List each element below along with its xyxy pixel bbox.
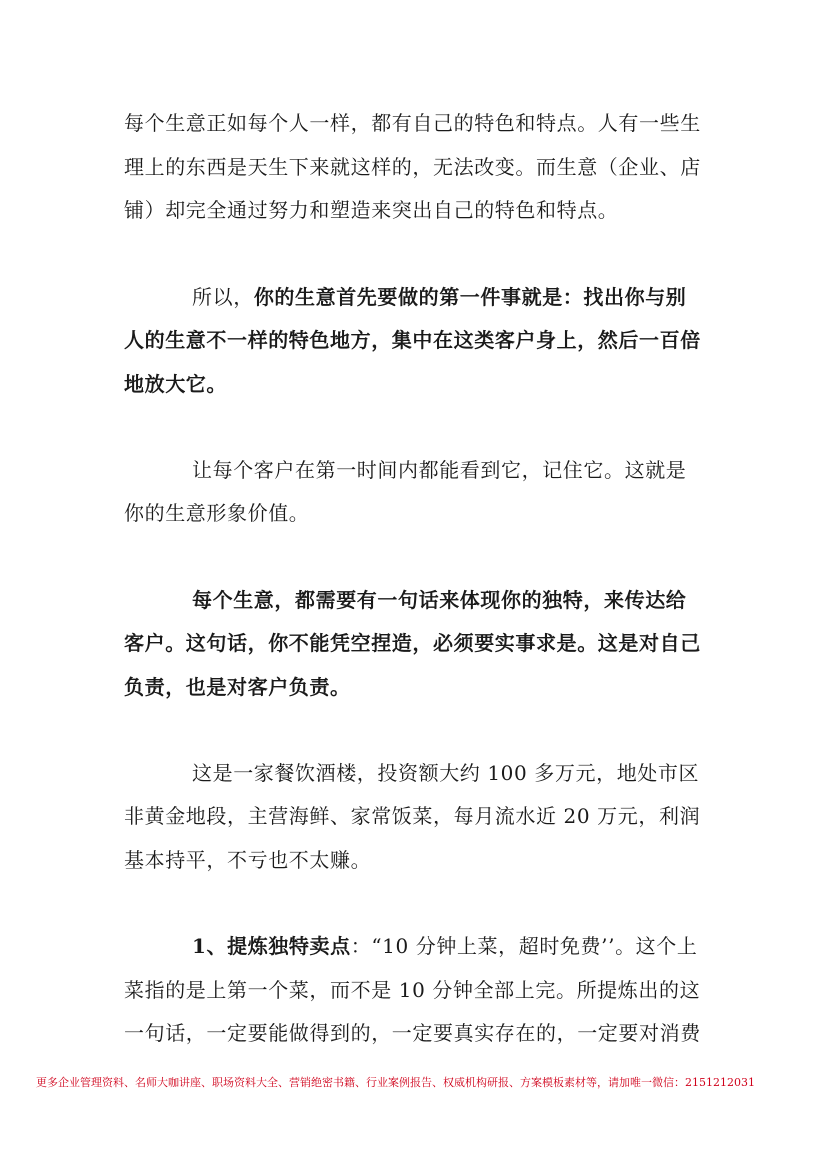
- paragraph-line: 你的生意形象价值。: [124, 501, 310, 525]
- plain-text: 所以，: [192, 285, 254, 309]
- paragraph-line: 一句话，一定要能做得到的，一定要真实存在的，一定要对消费: [124, 1021, 701, 1045]
- paragraph-line: 理上的东西是天生下来就这样的，无法改变。而生意（企业、店: [124, 155, 701, 179]
- paragraph-line: 菜指的是上第一个菜，而不是 10 分钟全部上完。所提炼出的这: [124, 978, 701, 1002]
- footer-notice: 更多企业管理资料、名师大咖讲座、职场资料大全、营销绝密书籍、行业案例报告、权威机构研报、方案模板素材等，请加唯一微信：2151212031: [36, 1076, 755, 1089]
- paragraph-line: [192, 932, 704, 960]
- section-heading: 1、提炼独特卖点: [192, 934, 351, 958]
- paragraph-line: 非黄金地段，主营海鲜、家常饭菜，每月流水近 20 万元，利润: [124, 804, 701, 828]
- paragraph-line: 客户。这句话，你不能凭空捏造，必须要实事求是。这是对自己: [124, 631, 701, 655]
- paragraph-line: 人的生意不一样的特色地方，集中在这类客户身上，然后一百倍: [124, 328, 701, 352]
- paragraph-line: 铺）却完全通过努力和塑造来突出自己的特色和特点。: [124, 198, 619, 222]
- paragraph-line: 这是一家餐饮酒楼，投资额大约 100 多万元，地处市区: [192, 761, 700, 785]
- paragraph-line: 地放大它。: [124, 372, 227, 396]
- plain-text: ：“10 分钟上菜，超时免费’’。这个上: [350, 934, 698, 958]
- bold-text: 你的生意首先要做的第一件事就是：找出你与别: [253, 285, 687, 309]
- paragraph-line: [192, 283, 704, 311]
- paragraph-line: 负责，也是对客户负责。: [124, 675, 351, 699]
- paragraph-line: 每个生意，都需要有一句话来体现你的独特，来传达给: [192, 588, 687, 612]
- paragraph-line: 基本持平，不亏也不太赚。: [124, 848, 372, 872]
- paragraph-line: 每个生意正如每个人一样，都有自己的特色和特点。人有一些生: [124, 111, 701, 135]
- paragraph-line: 让每个客户在第一时间内都能看到它，记住它。这就是: [192, 458, 687, 482]
